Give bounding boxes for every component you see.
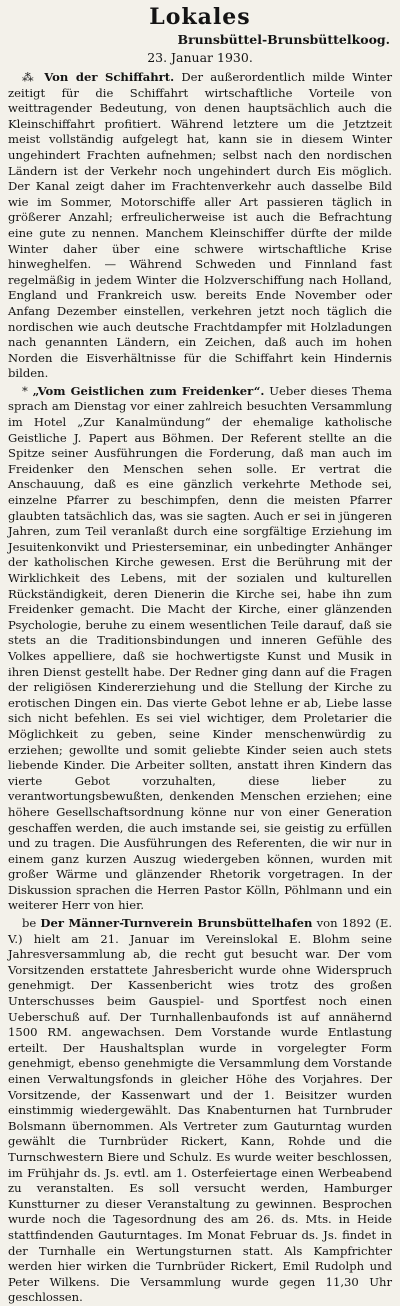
article-lead: „Vom Geistlichen zum Freidenker“.	[32, 383, 265, 398]
article-freethinker	[8, 384, 392, 914]
article-gymnastics-club	[8, 916, 392, 1306]
article-body: Der außerordentlich milde Winter zeitigt für die Schiffahrt wirtschaftliche Vorteile von weittragender Bedeutung, von denen hauptsächlich auch die Kleinschiffahrt profitiert. Während letztere um die Jetztzeit meist vollständig aufgelegt hat, kann sie in diesem Winter ungehindert Frachten aufnehmen; selbst nach den nordischen Ländern ist der Verkehr noch ungehindert durch Eis möglich. Der Kanal zeigt daher im Frachtenverkehr auch dasselbe Bild wie im Sommer, Motorschiffe aller Art passieren täglich in größerer Anzahl; erfreulicherweise ist auch die Befrachtung eine gute zu nennen. Manchem Kleinschiffer dürfte der milde Winter daher über eine schwere wirtschaftliche Krise hinweghelfen. — Während Schweden und Finnland fast regelmäßig in jedem Winter die Holzverschiffung nach Holland, England und Frankreich usw. bereits Ende November oder Anfang Dezember einstellen, verkehren jetzt noch täglich die nordischen wie auch deutsche Frachtdampfer mit Holzladungen nach genannten Ländern, ein Zeichen, daß auch im hohen Norden die Eisverhältnisse für die Schiffahrt kein Hindernis bilden.	[8, 70, 393, 381]
article-body: Ueber dieses Thema sprach am Dienstag vor einer zahlreich besuchten Versammlung im Hotel „Zur Kanalmündung“ der ehemalige katholische Geistliche J. Papert aus Böhmen. Der Referent stellte an die Spitze seiner Ausführungen die Forderung, daß man auch im Freidenker den Menschen sehen solle. Er vertrat die Anschauung, daß es eine gänzlich verkehrte Methode sei, einzelne Pfarrer zu beschimpfen, denn die meisten Pfarrer glaubten tatsächlich das, was sie sagten. Auch er sei in jüngeren Jahren, zum Teil veranlaßt durch eine sorgfältige Erziehung im Jesuitenkonvikt und Priesterseminar, ein unbedingter Anhänger der katholischen Kirche gewesen. Erst die Berührung mit der Wirklichkeit des Lebens, mit der sozialen und kulturellen Rückständigkeit, deren Dienerin die Kirche sei, habe ihn zum Freidenker gemacht. Die Macht der Kirche, einer glänzenden Psychologie, beruhe zu einem wesentlichen Teile darauf, daß sie stets an die Traditionsbindungen und inneren Gefühle des Volkes appelliere, daß sie hochwertigste Kunst und Musik in ihren Dienst gestellt habe. Der Redner ging dann auf die Fragen der religiösen Kindererziehung und die Stellung der Kirche zu erotischen Dingen ein. Das vierte Gebot lehne er ab, Liebe lasse sich nicht befehlen. Es sei viel wichtiger, dem Proletarier die Möglichkeit zu geben, seine Kinder menschenwürdig zu erziehen; gewollte und somit geliebte Kinder seien auch stets liebende Kinder. Die Arbeiter sollten, anstatt ihren Kindern das vierte Gebot vorzuhalten, diese lieber zu verantwortungsbewußten, denkenden Menschen erziehen; eine höhere Gesellschaftsordnung könne nur von einer Generation geschaffen werden, die auch imstande sei, sie geistig zu erfüllen und zu tragen. Die Ausführungen des Referenten, die wir nur in einem ganz kurzen Auszug wiedergeben können, wurden mit großer Wärme und glänzender Rhetorik vorgetragen. In der Diskussion sprachen die Herren Pastor Kölln, Pöhlmann und ein weiterer Herr von hier.	[8, 383, 393, 913]
article-body: von 1892 (E. V.) hielt am 21. Januar im Vereinslokal E. Blohm seine Jahresversammlung ab, die recht gut besucht war. Der vom Vorsitzenden erstattete Jahresbericht wurde ohne Widerspruch genehmigt. Der Kassenbericht wies trotz des großen Unterschusses beim Gauspiel- und Sportfest noch einen Ueberschuß auf. Der Turnhallenbaufonds ist auf annähernd 1500 RM. angewachsen. Dem Vorstande wurde Entlastung erteilt. Der Haushaltsplan wurde in vorgelegter Form genehmigt, ebenso genehmigte die Versammlung dem Vorstande einen Verwaltungsfonds in gleicher Höhe des Vorjahres. Der Vorsitzende, der Kassenwart und der 1. Beisitzer wurden einstimmig wiedergewählt. Das Knabenturnen hat Turnbruder Bolsmann übernommen. Als Vertreter zum Gauturntag wurden gewählt die Turnbrüder Rickert, Kann, Rohde und die Turnschwestern Biere und Schulz. Es wurde weiter beschlossen, im Frühjahr ds. Js. evtl. am 1. Osterfeiertage einen Werbeabend zu veranstalten. Es soll versucht werden, Hamburger Kunstturner zu dieser Veranstaltung zu gewinnen. Besprochen wurde noch die Tagesordnung des am 26. ds. Mts. in Heide stattfindenden Gauturntages. Im Monat Februar ds. Js. findet in der Turnhalle ein Wertungsturnen statt. Als Kampfrichter werden hier wirken die Turnbrüder Rickert, Emil Rudolph und Peter Wilkens. Die Versammlung wurde gegen 11,30 Uhr geschlossen.	[8, 916, 393, 1305]
dateline: 23. Januar 1930.	[147, 50, 253, 65]
locality-line: Brunsbüttel-Brunsbüttelkoog.	[177, 32, 390, 47]
article-lead: Von der Schiffahrt.	[44, 70, 175, 84]
article-mark: *	[22, 383, 28, 398]
section-heading: Lokales	[149, 4, 251, 30]
article-mark: be	[22, 916, 37, 931]
article-shipping	[8, 70, 392, 382]
article-lead: Der Männer-Turnverein Brunsbüttelhafen	[40, 916, 313, 931]
article-mark: ⁂	[22, 70, 38, 84]
